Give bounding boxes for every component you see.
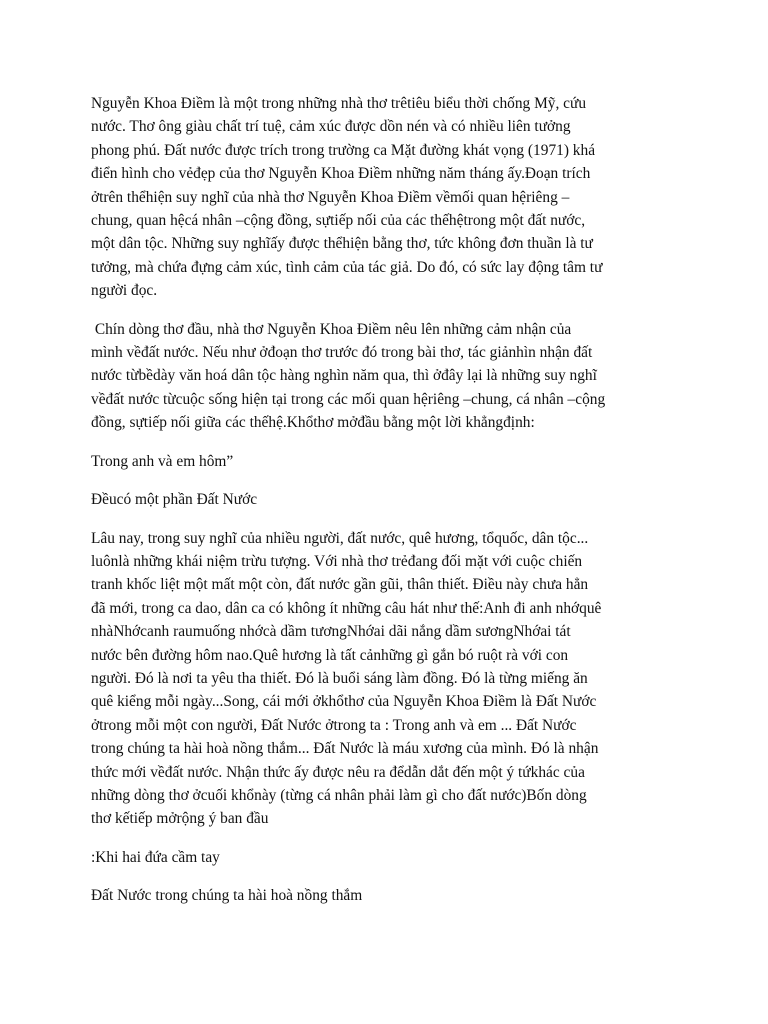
text-line: Đềucó một phần Đất Nước bbox=[91, 491, 258, 509]
text-line: luônlà những khái niệm trừu tượng. Với nhà thơ trẻđang đối mặt với cuộc chiến bbox=[91, 552, 583, 570]
text-line: vềđất nước từcuộc sống hiện tại trong các mối quan hệriêng –chung, cá nhân –cộng bbox=[91, 390, 606, 408]
poem-quote-line bbox=[91, 450, 691, 473]
text-line: người. Đó là nơi ta yêu tha thiết. Đó là buổi sáng làm đồng. Đó là từng miếng ăn bbox=[91, 669, 588, 687]
text-line: Đất Nước trong chúng ta hài hoà nồng thắm bbox=[91, 887, 363, 905]
paragraph-first-nine-lines bbox=[91, 318, 691, 435]
text-line: tranh khốc liệt một mất một còn, đất nước gần gũi, thân thiết. Điều này chưa hẳn bbox=[91, 576, 589, 594]
paragraph-analysis bbox=[91, 527, 691, 831]
text-line: người đọc. bbox=[91, 282, 158, 300]
text-line: những dòng thơ ởcuối khổnày (từng cá nhân phải làm gì cho đất nước)Bốn dòng bbox=[91, 786, 587, 804]
text-line: trong chúng ta hài hoà nồng thắm... Đất Nước là máu xương của mình. Đó là nhận bbox=[91, 740, 599, 758]
text-line: Lâu nay, trong suy nghĩ của nhiều người, đất nước, quê hương, tổquốc, dân tộc... bbox=[91, 529, 589, 547]
text-line: nhàNhớcanh raumuống nhớcà dầm tươngNhớai dãi nắng dầm sươngNhớai tát bbox=[91, 623, 571, 641]
text-line: tưởng, mà chứa đựng cảm xúc, tình cảm của tác giả. Do đó, có sức lay động tâm tư bbox=[91, 258, 603, 276]
text-line: Chín dòng thơ đầu, nhà thơ Nguyễn Khoa Điềm nêu lên những cảm nhận của bbox=[91, 320, 572, 338]
poem-quote-line bbox=[91, 488, 691, 511]
text-line: :Khi hai đứa cầm tay bbox=[91, 848, 220, 866]
text-line: thơ kếtiếp mởrộng ý ban đầu bbox=[91, 810, 269, 828]
text-line: đã mới, trong ca dao, dân ca có không ít những câu hát như thế:Anh đi anh nhớquê bbox=[91, 599, 602, 617]
text-line: ởtrong mỗi một con người, Đất Nước ởtrong ta : Trong anh và em ... Đất Nước bbox=[91, 716, 577, 734]
document-page bbox=[91, 92, 691, 923]
text-line: phong phú. Đất nước được trích trong trường ca Mặt đường khát vọng (1971) khá bbox=[91, 141, 596, 159]
text-line: đồng, sựtiếp nối giữa các thếhệ.Khổthơ mởđầu bằng một lời khẳngđịnh: bbox=[91, 414, 535, 432]
text-line: quê kiểng mỗi ngày...Song, cái mới ởkhổthơ của Nguyễn Khoa Điềm là Đất Nước bbox=[91, 693, 597, 711]
text-line: nước từbềdày văn hoá dân tộc hàng nghìn năm qua, thì ởđây lại là những suy nghĩ bbox=[91, 367, 597, 385]
text-line: nước bên đường hôm nao.Quê hương là tất cảnhững gì gắn bó ruột rà với con bbox=[91, 646, 569, 664]
text-line: mình vềđất nước. Nếu như ởđoạn thơ trước đó trong bài thơ, tác giảnhìn nhận đất bbox=[91, 344, 593, 362]
text-line: Trong anh và em hôm” bbox=[91, 452, 234, 470]
text-line: nước. Thơ ông giàu chất trí tuệ, cảm xúc được dồn nén và có nhiều liên tưởng bbox=[91, 118, 571, 136]
text-line: một dân tộc. Những suy nghĩấy được thểhiện bằng thơ, tức không đơn thuần là tư bbox=[91, 235, 593, 253]
text-line: ởtrên thểhiện suy nghĩ của nhà thơ Nguyễn Khoa Điềm vềmối quan hệriêng – bbox=[91, 188, 570, 206]
poem-quote-line bbox=[91, 846, 691, 869]
text-line: thức mới vềđất nước. Nhận thức ấy được nêu ra đểdẫn dắt đến một ý tứkhác của bbox=[91, 763, 585, 781]
text-line: Nguyễn Khoa Điềm là một trong những nhà thơ trêtiêu biểu thời chống Mỹ, cứu bbox=[91, 95, 587, 112]
text-line: điển hình cho vẻđẹp của thơ Nguyễn Khoa Điềm những năm tháng ấy.Đoạn trích bbox=[91, 165, 591, 183]
text-line: chung, quan hệcá nhân –cộng đồng, sựtiếp nối của các thếhệtrong một đất nước, bbox=[91, 212, 586, 230]
poem-quote-line bbox=[91, 884, 691, 907]
paragraph-intro bbox=[91, 92, 691, 303]
